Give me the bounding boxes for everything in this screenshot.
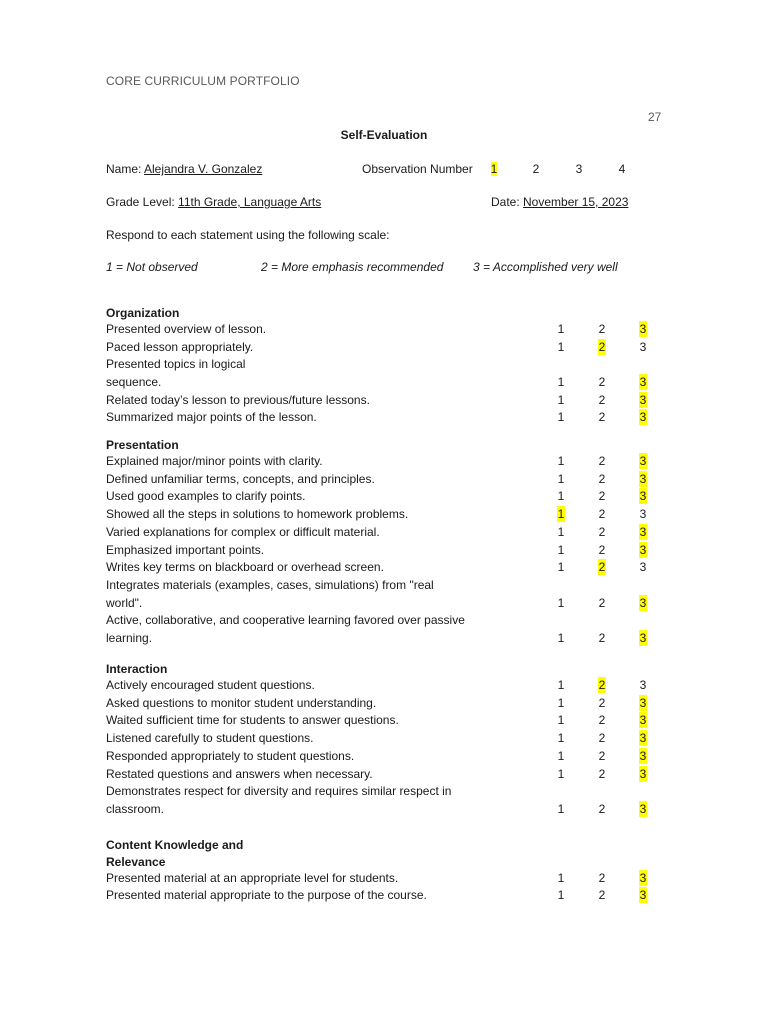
score-1 [555,695,567,711]
criterion-text: Asked questions to monitor student understanding. [106,696,377,710]
score-value: 2 [598,767,606,781]
score-1 [555,506,567,522]
page-number: 27 [648,110,662,124]
score-value: 1 [557,507,565,521]
score-value: 3 [639,340,647,354]
name-field [106,161,262,177]
scale-three: 3 = Accomplished very well [473,260,618,274]
score-value: 3 [639,543,647,557]
instructions-text: Respond to each statement using the following scale: [106,228,390,242]
score-value: 2 [598,454,606,468]
score-value: 1 [557,596,565,610]
criterion-text: Presented topics in logical [106,357,246,371]
score-value: 3 [639,525,647,539]
score-value: 1 [557,393,565,407]
criterion-text: Defined unfamiliar terms, concepts, and principles. [106,472,375,486]
score-value: 2 [598,393,606,407]
score-value: 1 [557,713,565,727]
score-value: 2 [598,322,606,336]
score-value: 1 [557,375,565,389]
score-3 [637,630,649,646]
score-value: 3 [639,489,647,503]
grade-level-value: 11th Grade, Language Arts [178,195,322,209]
score-2 [596,524,608,540]
observation-number-3-value: 3 [575,162,583,176]
score-value: 1 [557,560,565,574]
criterion-text: Paced lesson appropriately. [106,340,254,354]
score-1 [555,524,567,540]
criterion-text: Presented material at an appropriate level for students. [106,871,399,885]
score-value: 1 [557,489,565,503]
criterion-text: Waited sufficient time for students to answer questions. [106,713,399,727]
score-value: 1 [557,472,565,486]
grade-level-field [106,194,321,210]
score-1 [555,887,567,903]
score-value: 3 [639,454,647,468]
score-value: 1 [557,888,565,902]
score-2 [596,677,608,693]
score-value: 2 [598,375,606,389]
score-value: 2 [598,731,606,745]
score-value: 3 [639,560,647,574]
date-field [491,194,628,210]
score-2 [596,870,608,886]
score-value: 2 [598,888,606,902]
score-value: 3 [639,631,647,645]
score-2 [596,695,608,711]
score-3 [637,559,649,575]
score-value: 2 [598,631,606,645]
score-2 [596,321,608,337]
scale-two: 2 = More emphasis recommended [261,260,444,274]
score-3 [637,542,649,558]
portfolio-header: CORE CURRICULUM PORTFOLIO [106,74,300,88]
criterion-text: Responded appropriately to student questions. [106,749,355,763]
observation-number-3 [572,161,586,177]
criterion-text: Presented overview of lesson. [106,322,267,336]
scale-one: 1 = Not observed [106,260,198,274]
criterion-text: Restated questions and answers when necessary. [106,767,373,781]
score-2 [596,766,608,782]
criterion-text: Demonstrates respect for diversity and requires similar respect in [106,784,452,798]
score-value: 2 [598,749,606,763]
score-value: 2 [598,543,606,557]
score-1 [555,595,567,611]
criterion-text: Emphasized important points. [106,543,265,557]
score-value: 3 [639,749,647,763]
score-value: 1 [557,322,565,336]
score-value: 3 [639,802,647,816]
observation-label: Observation Number [362,162,473,176]
score-value: 1 [557,525,565,539]
score-2 [596,748,608,764]
observation-number-4 [615,161,629,177]
score-value: 2 [598,678,606,692]
observation-number-1 [487,161,501,177]
score-2 [596,542,608,558]
score-value: 3 [639,410,647,424]
criterion-text: Active, collaborative, and cooperative learning favored over passive [106,613,465,627]
criterion-text: Writes key terms on blackboard or overhead screen. [106,560,384,574]
criterion-text: Varied explanations for complex or difficult material. [106,525,380,539]
score-value: 3 [639,731,647,745]
score-2 [596,630,608,646]
score-value: 2 [598,507,606,521]
score-value: 1 [557,340,565,354]
score-value: 3 [639,696,647,710]
score-3 [637,321,649,337]
score-value: 3 [639,596,647,610]
criterion-text: learning. [106,631,153,645]
score-1 [555,559,567,575]
score-value: 2 [598,410,606,424]
score-value: 3 [639,507,647,521]
score-value: 1 [557,696,565,710]
score-1 [555,339,567,355]
score-3 [637,374,649,390]
score-value: 3 [639,678,647,692]
criterion-text: Summarized major points of the lesson. [106,410,317,424]
page-title: Self-Evaluation [340,128,428,142]
score-3 [637,695,649,711]
score-value: 1 [557,871,565,885]
score-value: 2 [598,596,606,610]
criterion-text: classroom. [106,802,165,816]
score-value: 1 [557,543,565,557]
score-value: 2 [598,340,606,354]
section-heading: Organization [106,306,180,320]
criterion-text: sequence. [106,375,162,389]
score-2 [596,887,608,903]
criterion-text: Showed all the steps in solutions to homework problems. [106,507,409,521]
criterion-text: Presented material appropriate to the purpose of the course. [106,888,427,902]
score-2 [596,506,608,522]
score-1 [555,374,567,390]
criterion-text: Used good examples to clarify points. [106,489,306,503]
score-1 [555,730,567,746]
score-2 [596,392,608,408]
score-3 [637,712,649,728]
score-3 [637,595,649,611]
score-2 [596,339,608,355]
score-1 [555,712,567,728]
score-value: 2 [598,871,606,885]
score-3 [637,488,649,504]
score-value: 3 [639,375,647,389]
score-1 [555,870,567,886]
criterion-text: Listened carefully to student questions. [106,731,314,745]
score-value: 3 [639,472,647,486]
score-value: 1 [557,454,565,468]
score-value: 2 [598,560,606,574]
score-1 [555,488,567,504]
name-value: Alejandra V. Gonzalez [144,162,263,176]
criterion-text: Related today’s lesson to previous/future lessons. [106,393,370,407]
score-3 [637,409,649,425]
score-value: 1 [557,678,565,692]
score-2 [596,559,608,575]
score-1 [555,453,567,469]
date-value: November 15, 2023 [523,195,629,209]
criterion-text: Integrates materials (examples, cases, simulations) from "real [106,578,434,592]
score-value: 3 [639,888,647,902]
score-value: 3 [639,322,647,336]
score-1 [555,766,567,782]
score-value: 2 [598,525,606,539]
score-3 [637,524,649,540]
score-2 [596,712,608,728]
score-3 [637,766,649,782]
score-value: 3 [639,393,647,407]
score-2 [596,453,608,469]
observation-number-1-value: 1 [490,162,498,176]
score-value: 2 [598,489,606,503]
score-3 [637,506,649,522]
score-2 [596,595,608,611]
score-1 [555,801,567,817]
score-1 [555,392,567,408]
score-3 [637,887,649,903]
score-value: 3 [639,713,647,727]
section-heading: Relevance [106,855,166,869]
score-3 [637,748,649,764]
score-1 [555,409,567,425]
score-value: 3 [639,871,647,885]
score-3 [637,730,649,746]
score-1 [555,630,567,646]
score-2 [596,471,608,487]
score-3 [637,471,649,487]
score-3 [637,339,649,355]
score-3 [637,870,649,886]
section-heading: Content Knowledge and [106,838,244,852]
score-1 [555,542,567,558]
name-label: Name: [106,162,145,176]
grade-level-label: Grade Level: [106,195,179,209]
score-2 [596,801,608,817]
criterion-text: Actively encouraged student questions. [106,678,315,692]
observation-number-2-value: 2 [532,162,540,176]
date-label: Date: [491,195,524,209]
score-2 [596,730,608,746]
section-heading: Interaction [106,662,168,676]
score-value: 2 [598,472,606,486]
score-3 [637,392,649,408]
observation-number-4-value: 4 [618,162,626,176]
score-value: 2 [598,696,606,710]
observation-number-2 [529,161,543,177]
score-value: 1 [557,631,565,645]
score-value: 2 [598,802,606,816]
score-1 [555,321,567,337]
score-value: 2 [598,713,606,727]
score-2 [596,409,608,425]
score-value: 1 [557,749,565,763]
criterion-text: world". [106,596,143,610]
score-3 [637,677,649,693]
score-1 [555,677,567,693]
score-1 [555,748,567,764]
score-3 [637,453,649,469]
section-heading: Presentation [106,438,179,452]
score-value: 1 [557,731,565,745]
score-2 [596,374,608,390]
score-value: 1 [557,767,565,781]
score-1 [555,471,567,487]
score-3 [637,801,649,817]
score-value: 1 [557,410,565,424]
score-2 [596,488,608,504]
score-value: 1 [557,802,565,816]
criterion-text: Explained major/minor points with clarity. [106,454,323,468]
score-value: 3 [639,767,647,781]
